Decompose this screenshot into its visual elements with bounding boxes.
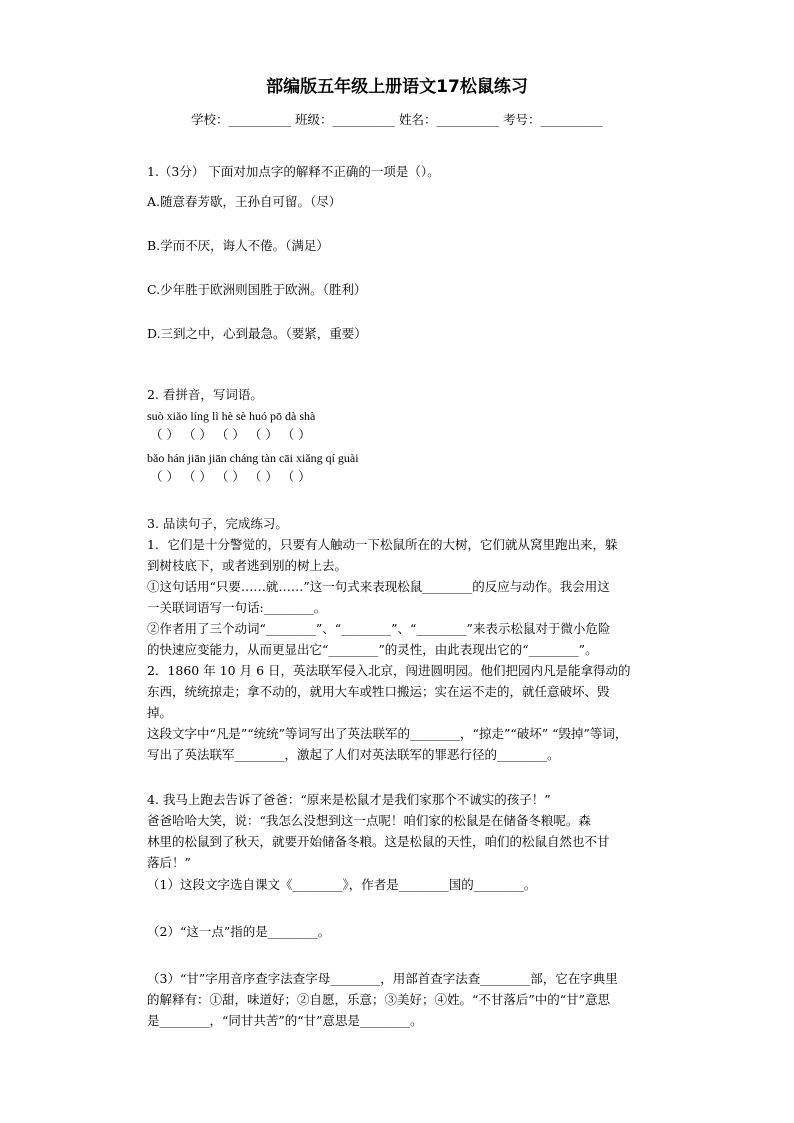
q4-sub2: （2）“这一点”指的是________。 [147,924,331,939]
q1-stem: 1.（3分） 下面对加点字的解释不正确的一项是（）。 [147,164,440,179]
q3-line: 掉。 [147,705,173,720]
q3-line: ②作者用了三个动词“________”、“________”、“________”来表示松鼠对于微小危险 [147,621,611,636]
student-info-line: 学校：__________ 班级：__________ 姓名：__________ 考号：__________ [191,112,603,127]
q4-sub3-line: （3）“甘”字用音序查字法查字母________，用部首查字法查________部，它在字典里 [147,971,618,986]
q3-line: 这段文字中“凡是”“统统”等词写出了英法联军的________，“掠走”“破坏” “毁掉”等词， [147,726,628,741]
q3-line: 2．1860 年 10 月 6 日，英法联军侵入北京，闯进圆明园。他们把园内凡是能拿得动的 [147,663,631,678]
q4-sub3-line: 是________，“同甘共苦”的“甘”意思是________。 [147,1013,423,1028]
q3-line: 一关联词语写一句话:________。 [147,600,327,615]
q4-passage-line: 落后！” [147,855,191,870]
q2-pinyin-row1: suò xiǎo líng lì hè sè huó pō dà shà [147,409,316,423]
q2-pinyin-row2: bǎo hán jiān jiān cháng tàn cāi xiǎng qí guài [147,451,359,465]
page-title: 部编版五年级上册语文17松鼠练习 [266,77,528,97]
q1-option-b: B.学而不厌，诲人不倦。（满足） [147,238,329,253]
q3-line: 东西，统统掠走；拿不动的，就用大车或牲口搬运；实在运不走的，就任意破坏、毁 [147,684,610,699]
q4-sub1: （1）这段文字选自课文《________》，作者是________国的________。 [147,877,537,892]
q3-line: 到树枝底下，或者逃到别的树上去。 [147,558,348,573]
q1-option-c: C.少年胜于欧洲则国胜于欧洲。（胜利） [147,282,367,297]
q2-stem: 2. 看拼音，写词语。 [147,387,263,402]
q3-line: 的快速应变能力，从而更显出它“________”的灵性，由此表现出它的“________”。 [147,642,598,657]
q4-passage-line: 爸爸哈哈大笑，说：“我怎么没想到这一点呢！咱们家的松鼠是在储备冬粮呢。森 [147,813,591,828]
q4-passage-line: 4. 我马上跑去告诉了爸爸：“原来是松鼠才是我们家那个不诚实的孩子！” [147,792,551,807]
q4-sub3-line: 的解释有：①甜，味道好；②自愿，乐意；③美好；④姓。“不甘落后”中的“甘”意思 [147,992,611,1007]
q1-option-d: D.三到之中，心到最急。（要紧，重要） [147,326,367,341]
q4-passage-line: 林里的松鼠到了秋天，就要开始储备冬粮。这是松鼠的天性，咱们的松鼠自然也不甘 [147,834,610,849]
q3-line: 写出了英法联军________，激起了人们对英法联军的罪恶行径的________。 [147,747,560,762]
q3-line: 1．它们是十分警觉的，只要有人触动一下松鼠所在的大树，它们就从窝里跑出来，躲 [147,537,618,552]
q2-brackets-row1: （ ） （ ） （ ） （ ） （ ） [150,427,311,442]
q2-brackets-row2: （ ） （ ） （ ） （ ） （ ） [150,469,311,484]
q1-option-a: A.随意春芳歇，王孙自可留。（尽） [147,194,342,209]
q3-stem: 3. 品读句子，完成练习。 [147,516,288,531]
q3-line: ①这句话用“只要……就……”这一句式来表现松鼠________的反应与动作。我会用这 [147,579,610,594]
